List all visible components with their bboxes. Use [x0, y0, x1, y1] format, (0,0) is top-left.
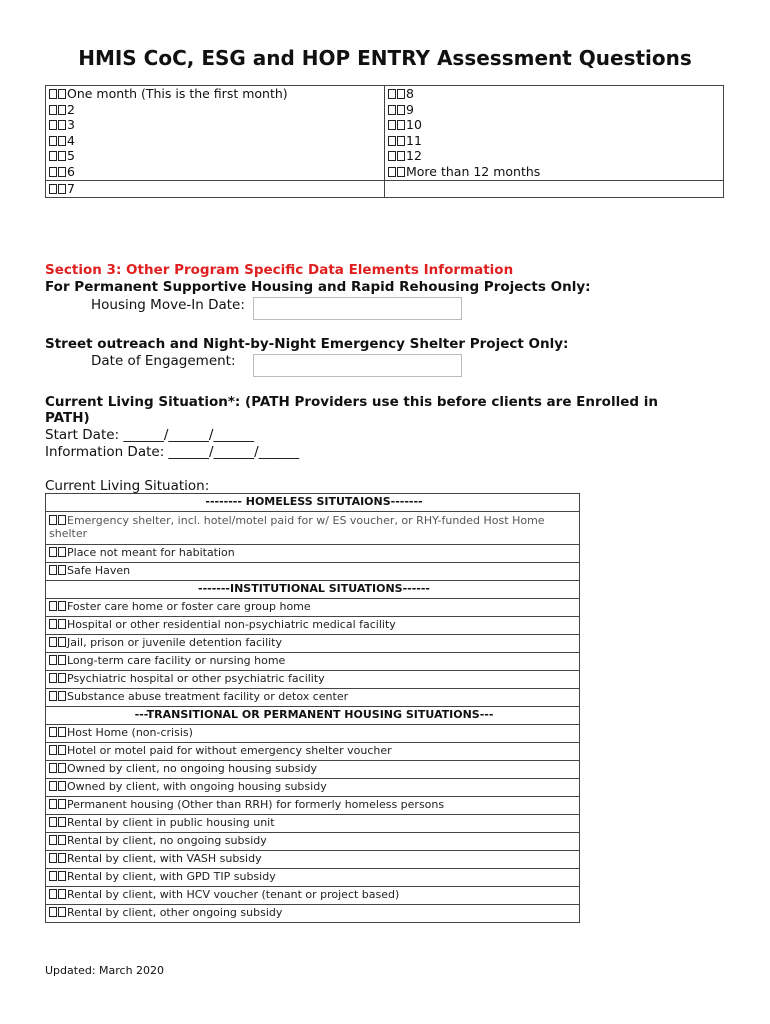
living-situation-option[interactable]: Hospital or other residential non-psychiatric medical facility	[46, 617, 580, 635]
living-situation-option[interactable]: Foster care home or foster care group home	[46, 599, 580, 617]
transitional-header: ---TRANSITIONAL OR PERMANENT HOUSING SITUATIONS---	[46, 707, 580, 725]
checkbox-icon[interactable]	[49, 745, 57, 755]
living-situation-table	[45, 493, 580, 923]
month-option[interactable]: 8	[388, 86, 723, 102]
checkbox-icon	[58, 835, 66, 845]
living-situation-option[interactable]: Rental by client, with GPD TIP subsidy	[46, 869, 580, 887]
checkbox-icon	[397, 105, 405, 115]
checkbox-icon	[58, 619, 66, 629]
checkbox-icon	[58, 889, 66, 899]
living-situation-option[interactable]: Emergency shelter, incl. hotel/motel paid for w/ ES voucher, or RHY-funded Host Home shelter	[46, 512, 580, 545]
homeless-header: -------- HOMELESS SITUTAIONS-------	[46, 494, 580, 512]
checkbox-icon[interactable]	[49, 691, 57, 701]
checkbox-icon	[58, 637, 66, 647]
updated-footer: Updated: March 2020	[45, 964, 165, 977]
checkbox-icon[interactable]	[49, 151, 57, 161]
living-situation-option[interactable]: Host Home (non-crisis)	[46, 725, 580, 743]
checkbox-icon	[58, 120, 66, 130]
checkbox-icon	[58, 89, 66, 99]
cls-heading: Current Living Situation*: (PATH Providers use this before clients are Enrolled in PATH)	[45, 394, 658, 426]
psh-rrh-heading: For Permanent Supportive Housing and Rapid Rehousing Projects Only:	[45, 279, 591, 295]
living-situation-option[interactable]: Owned by client, with ongoing housing subsidy	[46, 779, 580, 797]
checkbox-icon	[58, 673, 66, 683]
checkbox-icon	[58, 691, 66, 701]
checkbox-icon[interactable]	[49, 601, 57, 611]
information-date[interactable]: Information Date: ______/______/______	[45, 444, 300, 460]
living-situation-option[interactable]: Jail, prison or juvenile detention facility	[46, 635, 580, 653]
month-option[interactable]: 7	[49, 181, 384, 197]
checkbox-icon	[58, 601, 66, 611]
engagement-date-label: Date of Engagement:	[91, 353, 236, 369]
month-option[interactable]: 11	[388, 133, 723, 149]
living-situation-option[interactable]: Rental by client, with HCV voucher (tenant or project based)	[46, 887, 580, 905]
checkbox-icon[interactable]	[49, 637, 57, 647]
month-option[interactable]: 5	[49, 148, 384, 164]
checkbox-icon[interactable]	[49, 547, 57, 557]
checkbox-icon[interactable]	[388, 120, 396, 130]
month-option[interactable]: 6	[49, 164, 384, 180]
month-option[interactable]: One month (This is the first month)	[49, 86, 384, 102]
checkbox-icon	[58, 655, 66, 665]
checkbox-icon	[58, 136, 66, 146]
month-option[interactable]: 3	[49, 117, 384, 133]
checkbox-icon[interactable]	[49, 167, 57, 177]
checkbox-icon[interactable]	[49, 799, 57, 809]
checkbox-icon	[397, 136, 405, 146]
section-3-heading: Section 3: Other Program Specific Data Elements Information	[45, 262, 514, 278]
checkbox-icon	[58, 871, 66, 881]
checkbox-icon	[397, 89, 405, 99]
checkbox-icon	[58, 515, 66, 525]
checkbox-icon[interactable]	[49, 619, 57, 629]
checkbox-icon[interactable]	[49, 105, 57, 115]
living-situation-option[interactable]: Hotel or motel paid for without emergency shelter voucher	[46, 743, 580, 761]
checkbox-icon[interactable]	[49, 120, 57, 130]
checkbox-icon	[58, 151, 66, 161]
move-in-date-label: Housing Move-In Date:	[91, 297, 245, 313]
checkbox-icon[interactable]	[49, 871, 57, 881]
month-option[interactable]: 12	[388, 148, 723, 164]
checkbox-icon[interactable]	[49, 89, 57, 99]
checkbox-icon[interactable]	[49, 835, 57, 845]
living-situation-option[interactable]: Owned by client, no ongoing housing subsidy	[46, 761, 580, 779]
checkbox-icon	[397, 120, 405, 130]
month-option[interactable]: 9	[388, 102, 723, 118]
checkbox-icon[interactable]	[388, 167, 396, 177]
checkbox-icon	[58, 547, 66, 557]
checkbox-icon[interactable]	[49, 907, 57, 917]
start-date[interactable]: Start Date: ______/______/______	[45, 427, 254, 443]
checkbox-icon	[58, 727, 66, 737]
living-situation-option[interactable]: Rental by client, with VASH subsidy	[46, 851, 580, 869]
checkbox-icon[interactable]	[49, 781, 57, 791]
checkbox-icon[interactable]	[49, 853, 57, 863]
checkbox-icon[interactable]	[49, 763, 57, 773]
checkbox-icon	[58, 105, 66, 115]
checkbox-icon[interactable]	[388, 151, 396, 161]
checkbox-icon	[58, 167, 66, 177]
checkbox-icon[interactable]	[49, 184, 57, 194]
checkbox-icon[interactable]	[49, 817, 57, 827]
checkbox-icon	[58, 565, 66, 575]
month-option[interactable]: More than 12 months	[388, 164, 723, 180]
checkbox-icon	[58, 781, 66, 791]
engagement-date-field[interactable]	[253, 354, 462, 377]
living-situation-option[interactable]: Place not meant for habitation	[46, 545, 580, 563]
move-in-date-field[interactable]	[253, 297, 462, 320]
checkbox-icon	[58, 799, 66, 809]
checkbox-icon[interactable]	[49, 673, 57, 683]
living-situation-option[interactable]: Rental by client, no ongoing subsidy	[46, 833, 580, 851]
months-left-column	[46, 86, 385, 181]
page-title: HMIS CoC, ESG and HOP ENTRY Assessment Questions	[78, 46, 692, 70]
street-outreach-heading: Street outreach and Night-by-Night Emergency Shelter Project Only:	[45, 336, 569, 352]
checkbox-icon	[58, 184, 66, 194]
checkbox-icon[interactable]	[49, 655, 57, 665]
months-right-column	[385, 86, 724, 181]
checkbox-icon	[397, 167, 405, 177]
checkbox-icon	[58, 763, 66, 773]
living-situation-option[interactable]: Safe Haven	[46, 563, 580, 581]
checkbox-icon	[58, 817, 66, 827]
living-situation-option[interactable]: Substance abuse treatment facility or detox center	[46, 689, 580, 707]
living-situation-option[interactable]: Rental by client in public housing unit	[46, 815, 580, 833]
living-situation-option[interactable]: Psychiatric hospital or other psychiatric facility	[46, 671, 580, 689]
month-option[interactable]: 4	[49, 133, 384, 149]
checkbox-icon[interactable]	[49, 136, 57, 146]
checkbox-icon[interactable]	[49, 515, 57, 525]
empty-cell	[385, 180, 724, 197]
cls-label: Current Living Situation:	[45, 478, 210, 494]
living-situation-option[interactable]: Rental by client, other ongoing subsidy	[46, 905, 580, 923]
checkbox-icon[interactable]	[49, 727, 57, 737]
months-homeless-table	[45, 85, 724, 198]
living-situation-option[interactable]: Permanent housing (Other than RRH) for formerly homeless persons	[46, 797, 580, 815]
living-situation-option[interactable]: Long-term care facility or nursing home	[46, 653, 580, 671]
checkbox-icon[interactable]	[388, 105, 396, 115]
checkbox-icon[interactable]	[49, 889, 57, 899]
checkbox-icon[interactable]	[388, 136, 396, 146]
checkbox-icon	[58, 907, 66, 917]
month-option-cell	[46, 180, 385, 197]
month-option[interactable]: 10	[388, 117, 723, 133]
checkbox-icon	[397, 151, 405, 161]
checkbox-icon	[58, 853, 66, 863]
month-option[interactable]: 2	[49, 102, 384, 118]
checkbox-icon	[58, 745, 66, 755]
checkbox-icon[interactable]	[49, 565, 57, 575]
checkbox-icon[interactable]	[388, 89, 396, 99]
institutional-header: -------INSTITUTIONAL SITUATIONS------	[46, 581, 580, 599]
